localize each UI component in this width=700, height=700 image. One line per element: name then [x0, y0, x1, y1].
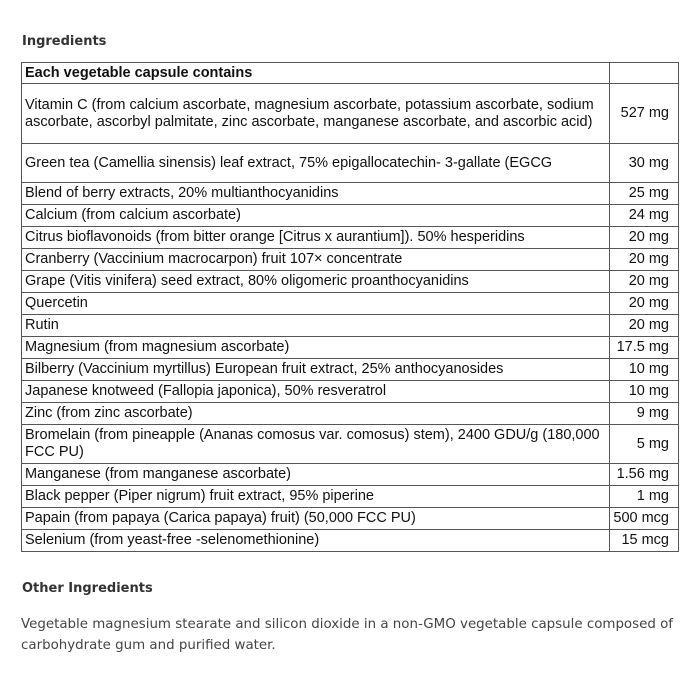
ingredient-amount: 15 mcg — [610, 530, 679, 552]
ingredient-name: Blend of berry extracts, 20% multianthocyanidins — [22, 183, 610, 205]
table-row — [22, 227, 679, 249]
ingredient-amount: 20 mg — [610, 271, 679, 293]
ingredients-table — [21, 62, 679, 552]
ingredient-name: Grape (Vitis vinifera) seed extract, 80% oligomeric proanthocyanidins — [22, 271, 610, 293]
table-row — [22, 205, 679, 227]
ingredient-amount: 9 mg — [610, 403, 679, 425]
ingredient-name: Vitamin C (from calcium ascorbate, magnesium ascorbate, potassium ascorbate, sodium ascorbate, ascorbyl palmitate, zinc ascorbate, manganese ascorbate, and ascorbic acid) — [22, 84, 610, 144]
table-row — [22, 530, 679, 552]
ingredient-name: Magnesium (from magnesium ascorbate) — [22, 337, 610, 359]
table-row — [22, 359, 679, 381]
ingredient-name: Rutin — [22, 315, 610, 337]
ingredient-amount: 20 mg — [610, 315, 679, 337]
ingredient-amount: 10 mg — [610, 359, 679, 381]
ingredient-name: Cranberry (Vaccinium macrocarpon) fruit 107× concentrate — [22, 249, 610, 271]
ingredient-name: Quercetin — [22, 293, 610, 315]
table-row — [22, 293, 679, 315]
ingredient-amount: 20 mg — [610, 227, 679, 249]
table-header-amount-cell — [610, 63, 679, 84]
ingredient-name: Manganese (from manganese ascorbate) — [22, 464, 610, 486]
ingredient-name: Calcium (from calcium ascorbate) — [22, 205, 610, 227]
table-row — [22, 249, 679, 271]
table-header-row — [22, 63, 679, 84]
ingredient-name: Bromelain (from pineapple (Ananas comosus var. comosus) stem), 2400 GDU/g (180,000 FCC PU) — [22, 425, 610, 464]
ingredient-amount: 1 mg — [610, 486, 679, 508]
ingredient-amount: 5 mg — [610, 425, 679, 464]
ingredient-amount: 527 mg — [610, 84, 679, 144]
table-row — [22, 381, 679, 403]
table-row — [22, 486, 679, 508]
ingredient-name: Bilberry (Vaccinium myrtillus) European fruit extract, 25% anthocyanosides — [22, 359, 610, 381]
ingredient-name: Selenium (from yeast-free -selenomethionine) — [22, 530, 610, 552]
ingredient-amount: 25 mg — [610, 183, 679, 205]
table-row — [22, 271, 679, 293]
ingredient-amount: 1.56 mg — [610, 464, 679, 486]
table-row — [22, 425, 679, 464]
ingredient-amount: 20 mg — [610, 293, 679, 315]
ingredient-name: Black pepper (Piper nigrum) fruit extract, 95% piperine — [22, 486, 610, 508]
table-row — [22, 464, 679, 486]
other-ingredients-heading: Other Ingredients — [22, 581, 153, 596]
ingredient-amount: 10 mg — [610, 381, 679, 403]
table-row — [22, 183, 679, 205]
ingredient-amount: 24 mg — [610, 205, 679, 227]
ingredients-heading: Ingredients — [22, 34, 107, 49]
table-row — [22, 403, 679, 425]
ingredient-amount: 500 mcg — [610, 508, 679, 530]
ingredient-name: Japanese knotweed (Fallopia japonica), 50% resveratrol — [22, 381, 610, 403]
table-row — [22, 315, 679, 337]
ingredient-amount: 20 mg — [610, 249, 679, 271]
table-row — [22, 508, 679, 530]
ingredient-name: Green tea (Camellia sinensis) leaf extract, 75% epigallocatechin- 3-gallate (EGCG — [22, 144, 610, 183]
ingredient-name: Papain (from papaya (Carica papaya) fruit) (50,000 FCC PU) — [22, 508, 610, 530]
other-ingredients-text: Vegetable magnesium stearate and silicon dioxide in a non-GMO vegetable capsule composed of carbohydrate gum and purified water. — [21, 617, 674, 653]
table-row — [22, 84, 679, 144]
table-header-cell: Each vegetable capsule contains — [22, 63, 610, 84]
ingredient-name: Zinc (from zinc ascorbate) — [22, 403, 610, 425]
ingredient-amount: 30 mg — [610, 144, 679, 183]
table-row — [22, 337, 679, 359]
ingredient-name: Citrus bioflavonoids (from bitter orange [Citrus x aurantium]). 50% hesperidins — [22, 227, 610, 249]
table-row — [22, 144, 679, 183]
ingredient-amount: 17.5 mg — [610, 337, 679, 359]
